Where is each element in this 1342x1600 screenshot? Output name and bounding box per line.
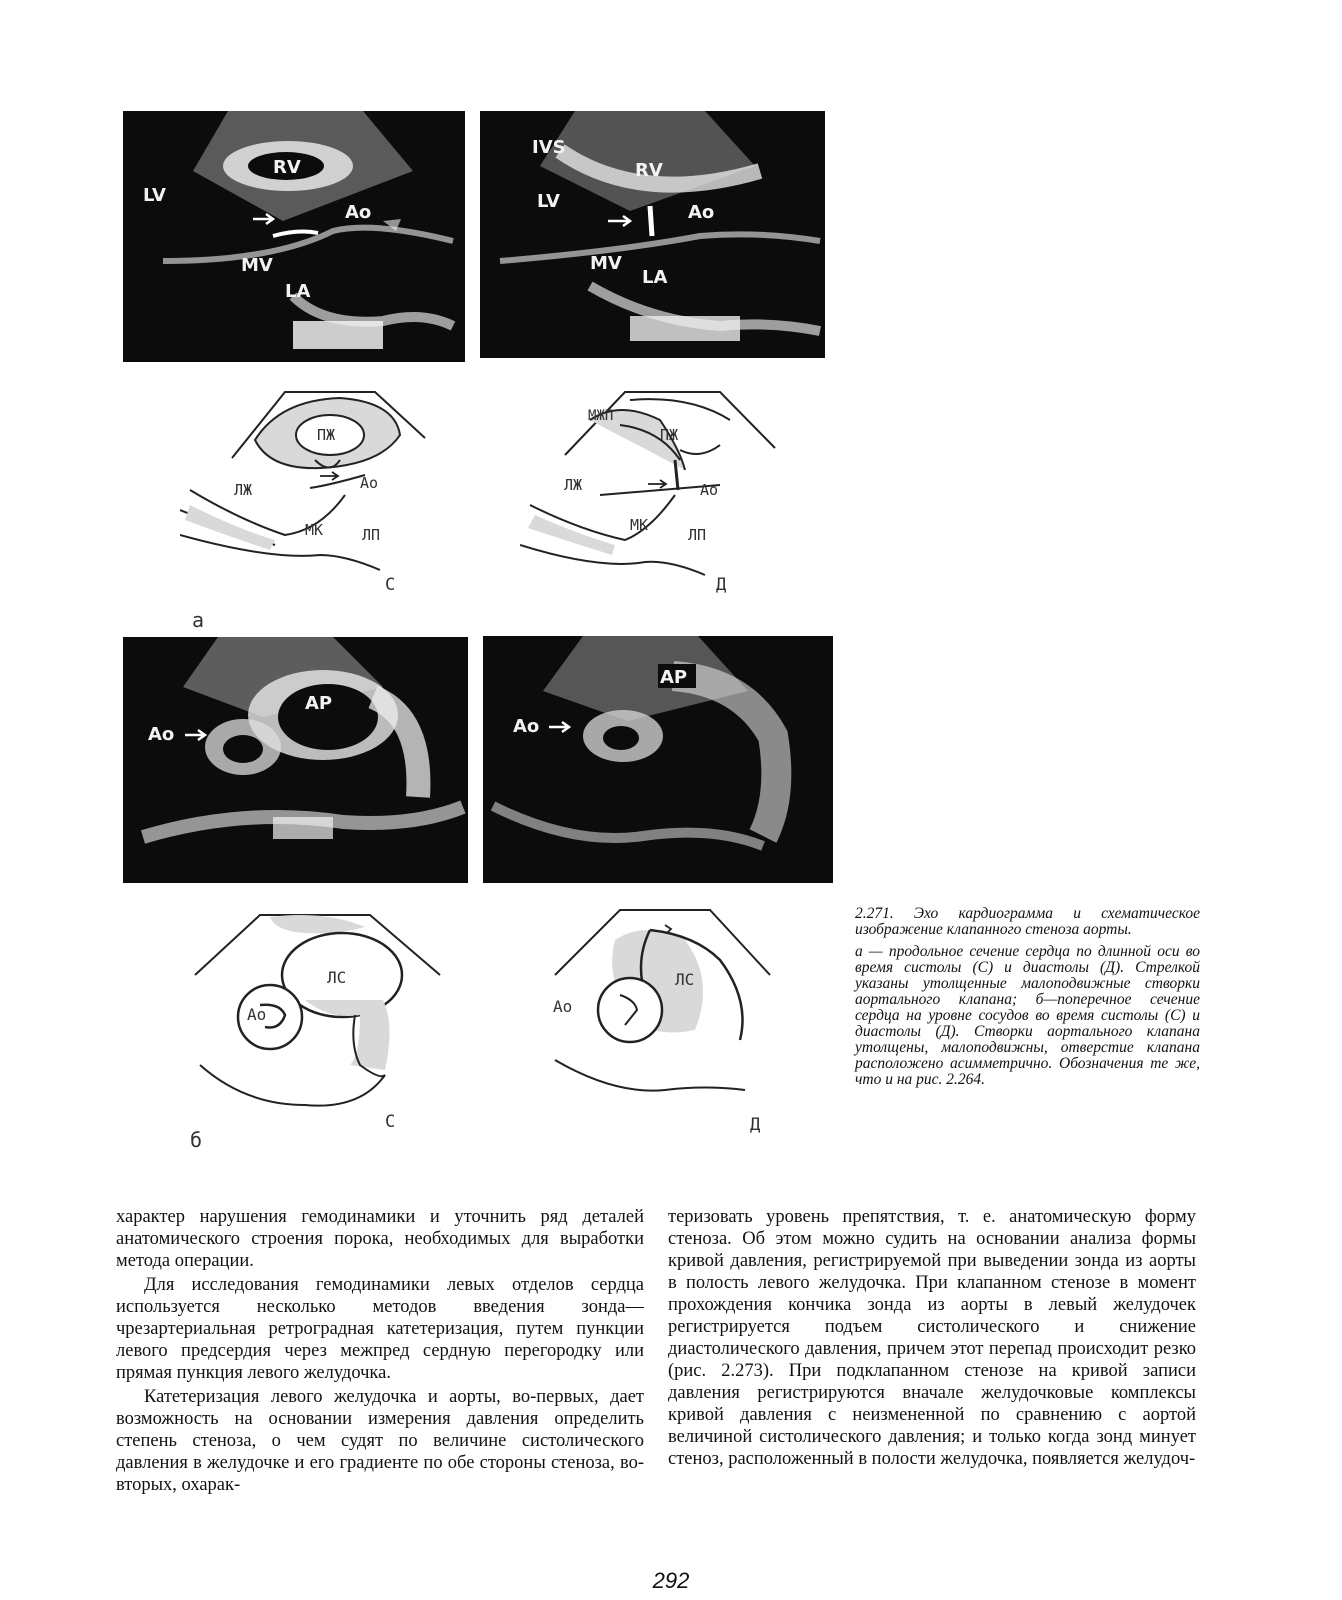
schema-a-d-ivs: МЖП (588, 408, 614, 424)
paragraph: Катетеризация левого желудочка и аорты, во-первых, дает возможность на основании измерения давления определить степень стеноза, о чем судят по величине систолического давления в желудочке и его градиенте по обе стороны стеноза, во-вторых, охарак- (116, 1387, 644, 1495)
paragraph: характер нарушения гемодинамики и уточнить ряд деталей анатомического строения порока, необходимых для выработки метода операции. (116, 1207, 644, 1271)
arrow-icon (320, 472, 338, 480)
schema-a-diastole-graphic (520, 380, 790, 600)
paragraph: Для исследования гемодинамики левых отделов сердца используется несколько методов введения зонда—чрезартериальная ретроградная катетеризация, путем пункции левого предсердия через межпред сердную перегородку или прямая пункция левого желудочка. (116, 1275, 644, 1383)
schema-a-d-rv: ПЖ (660, 426, 679, 444)
schema-a-d-lv: ЛЖ (564, 476, 583, 494)
paragraph: теризовать уровень препятствия, т. е. анатомическую форму стеноза. Об этом можно судить на основании анализа формы кривой давления, регистрируемой при выведении зонда из аорты в полость левого желудочка. При клапанном стенозе в момент прохождения кончика зонда из аорты в левый желудочек регистрируется подъем систолического и снижение диастолического давления, причем этот перепад происходит резко (рис. 2.273). При подклапанном стенозе на кривой записи давления регистрируются вначале желудочковые комплексы кривой давления с неизмененной по сравнению с аортой величиной систолического давления; и только когда зонд минует стеноз, расположенный в полости желудочка, появляется желудоч- (668, 1207, 1196, 1469)
arrow-icon (185, 730, 205, 740)
echo-b-s-ao-label: Ao (148, 724, 175, 745)
schema-b-systole (185, 905, 455, 1135)
schema-b-diastole-graphic (545, 900, 795, 1140)
schema-b-d-ao: Ao (553, 997, 573, 1016)
arrow-icon (549, 722, 569, 732)
schema-a-systole-graphic (180, 380, 440, 600)
echo-a-diastole-graphic (480, 111, 825, 358)
arrow-icon (648, 480, 666, 488)
page-number: 292 (652, 1568, 690, 1593)
echo-a-s-mv-label: MV (241, 255, 273, 276)
echo-image-a-diastole (480, 111, 825, 358)
schema-a-s-rv: ПЖ (317, 426, 336, 444)
figure-caption (855, 906, 1200, 1094)
schema-a-d-phase: Д (716, 575, 727, 595)
panel-a-letter: а (192, 608, 205, 632)
schema-b-s-phase: С (385, 1112, 396, 1132)
schema-b-s-ls: ЛС (327, 968, 347, 987)
schema-a-s-lv: ЛЖ (234, 481, 253, 499)
text-column-left (116, 1206, 644, 1496)
echo-b-d-ao-label: Ao (513, 716, 540, 737)
echo-a-systole-graphic (123, 111, 465, 362)
schema-b-d-phase: Д (750, 1115, 761, 1135)
caption-title: 2.271. Эхо кардиограмма и схематическое изображение клапанного стеноза аорты. (855, 905, 1200, 938)
echo-b-s-ap-label: AP (305, 693, 333, 714)
caption-body: а — продольное сечение сердца по длинной оси во время систолы (С) и диастолы (Д). Стрелкой указаны утолщенные малоподвижные створки аортального клапана; б—поперечное сечение сердца на уровне сосудов во время систолы (С) и диастолы (Д). Створки аортального клапана утолщены, малоподвижны, отверстие клапана расположено асимметрично. Обозначения те же, что и на рис. 2.264. (855, 943, 1200, 1088)
arrow-icon (608, 216, 630, 226)
schema-a-d-mv: МК (630, 516, 649, 534)
schema-a-s-la: ЛП (362, 526, 381, 544)
echo-a-s-ao-label: Ao (345, 202, 372, 223)
echo-a-s-rv-label: RV (273, 157, 301, 178)
echo-a-d-rv-label: RV (635, 160, 663, 181)
schema-b-systole-graphic (185, 905, 455, 1135)
echo-image-b-systole (123, 637, 468, 883)
arrow-icon (253, 214, 273, 224)
schema-a-systole (180, 380, 440, 600)
echo-image-a-systole (123, 111, 465, 362)
echo-a-d-la-label: LA (642, 267, 668, 288)
echo-b-d-ap-label: AP (660, 667, 688, 688)
schema-a-diastole (520, 380, 790, 600)
echo-a-d-ao-label: Ao (688, 202, 715, 223)
schema-b-d-ls: ЛС (675, 970, 695, 989)
echo-a-d-mv-label: MV (590, 253, 622, 274)
text-column-right (668, 1206, 1196, 1470)
schema-a-d-la: ЛП (688, 526, 707, 544)
echo-a-s-lv-label: LV (143, 185, 166, 206)
schema-a-d-ao: Ao (700, 481, 719, 499)
echo-a-d-ivs-label: IVS (532, 137, 566, 158)
echo-a-d-lv-label: LV (537, 191, 560, 212)
schema-b-s-ao: Ao (247, 1005, 267, 1024)
panel-b-letter: б (190, 1128, 203, 1152)
echo-image-b-diastole (483, 636, 833, 883)
schema-a-s-phase: С (385, 575, 396, 595)
echo-b-diastole-graphic (483, 636, 833, 883)
schema-a-s-ao: Ao (360, 474, 379, 492)
echo-a-s-la-label: LA (285, 281, 311, 302)
echo-b-systole-graphic (123, 637, 468, 883)
schema-b-diastole (545, 900, 795, 1140)
schema-a-s-mv: МК (305, 521, 324, 539)
